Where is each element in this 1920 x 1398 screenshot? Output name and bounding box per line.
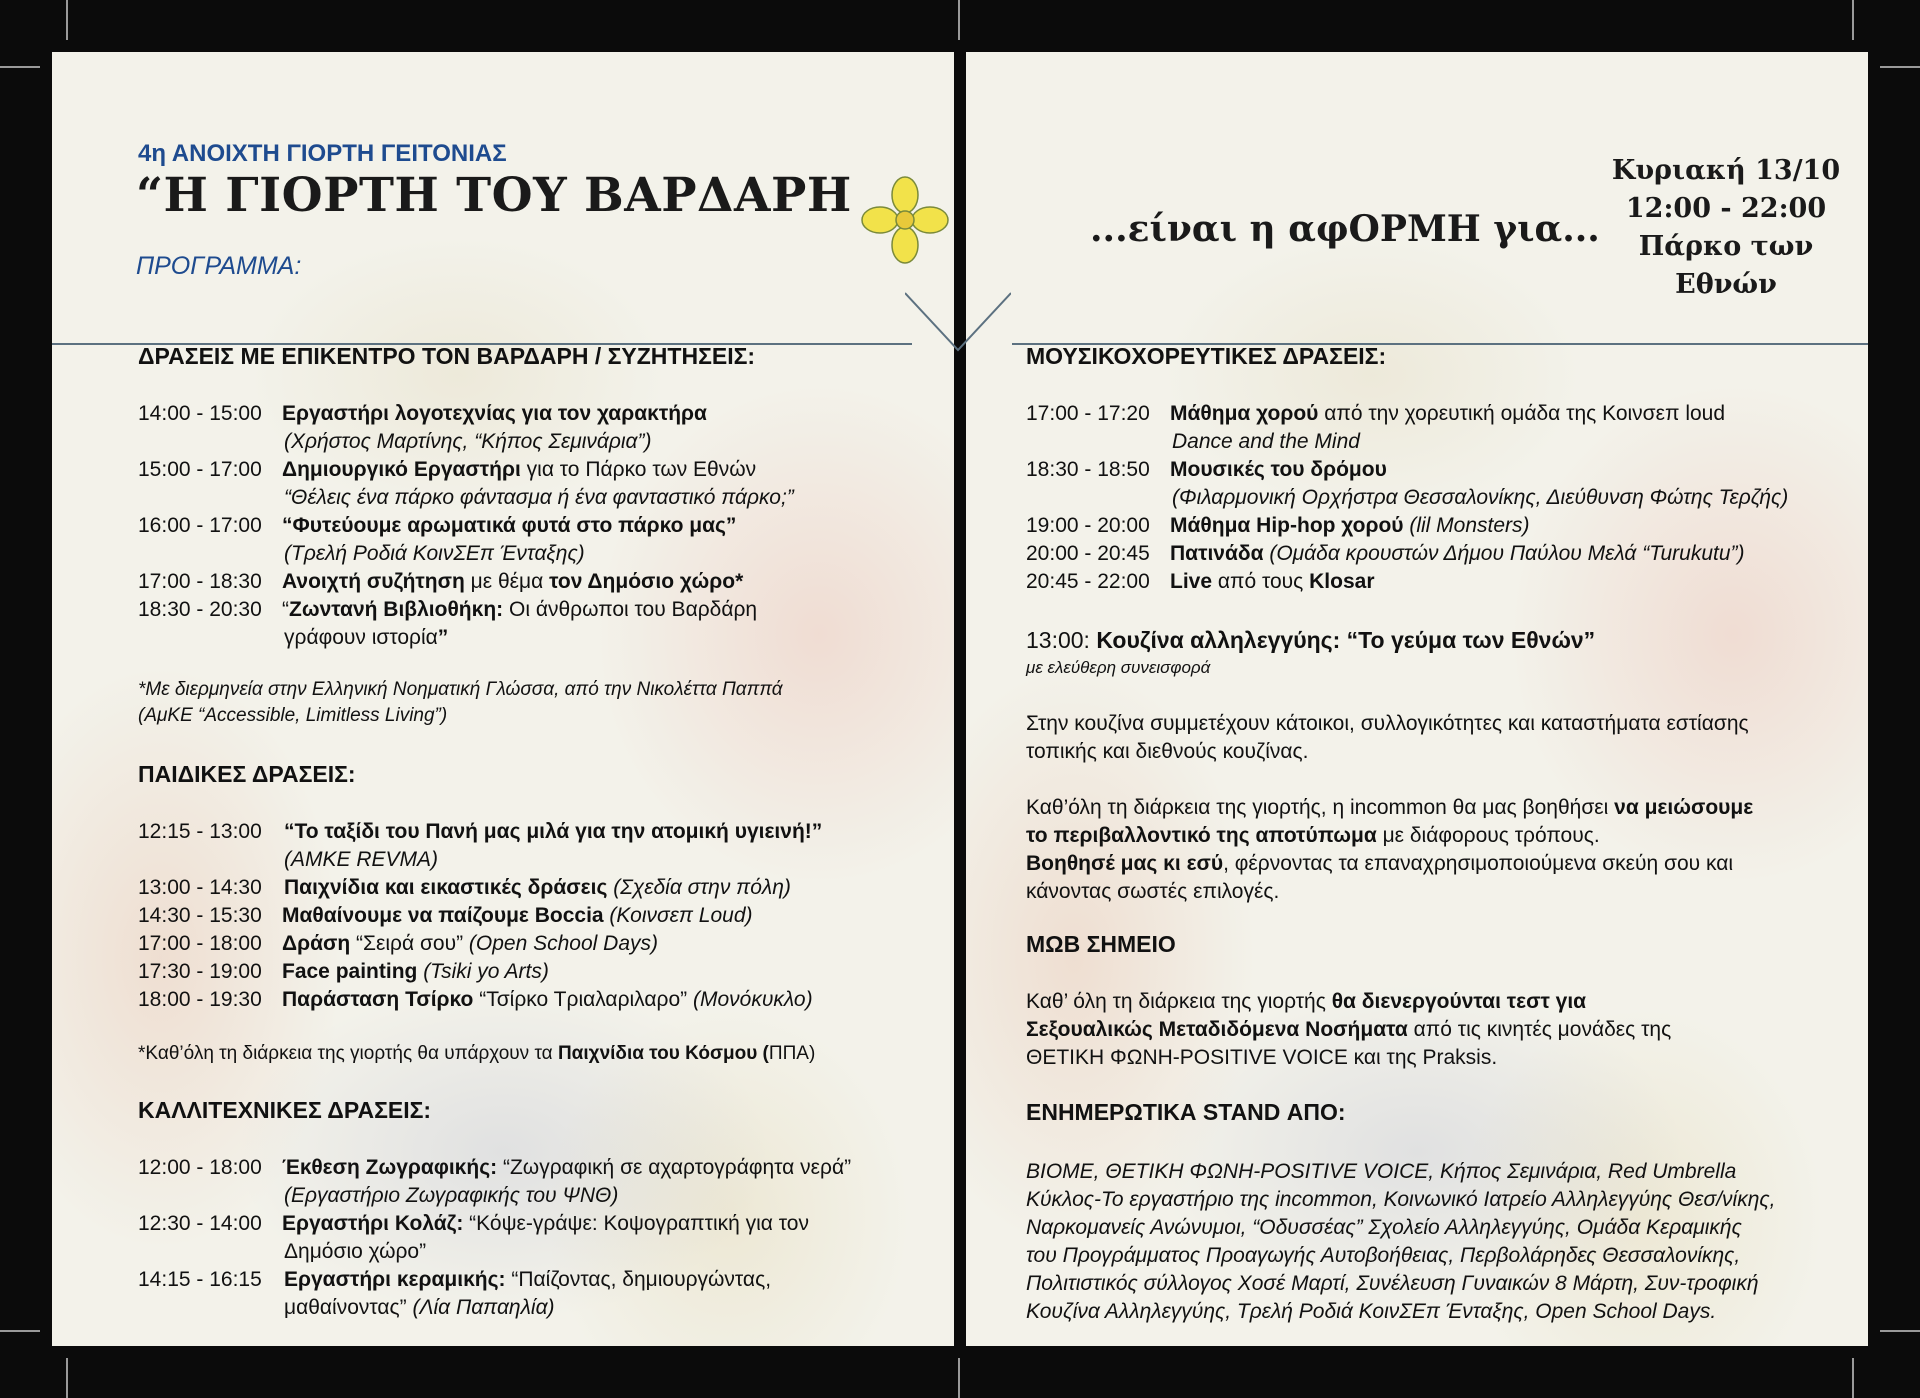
activity-detail: “Κόψε-γράψε: Κοψογραπτική για τον xyxy=(463,1212,809,1235)
schedule-row xyxy=(138,512,736,540)
activity-title: Ζωντανή Βιβλιοθήκη: xyxy=(289,598,504,621)
schedule-row xyxy=(138,1154,851,1182)
section-heading-stands: ΕΝΗΜΕΡΩΤΙΚΑ STAND ΑΠΟ: xyxy=(1026,1099,1346,1125)
activity-organizer: (Μονόκυκλο) xyxy=(687,988,813,1011)
kitchen-title xyxy=(1026,626,1595,654)
activity-detail: από τους xyxy=(1212,570,1310,593)
program-label: ΠΡΟΓΡΑΜΜΑ: xyxy=(136,252,302,280)
activity-title: Εργαστήρι λογοτεχνίας για τον χαρακτήρα xyxy=(282,402,707,425)
schedule-row xyxy=(138,986,813,1014)
festival-label: 4η ΑΝΟΙΧΤΗ ΓΙΟΡΤΗ ΓΕΙΤΟΝΙΑΣ xyxy=(138,140,507,167)
activity-title: Παιχνίδια και εικαστικές δράσεις xyxy=(284,876,608,899)
activity-organizer: (Τρελή Ροδιά ΚοινΣΕπ Ένταξης) xyxy=(284,542,585,565)
schedule-row xyxy=(138,1266,771,1294)
kitchen-name: Κουζίνα αλληλεγγύης: “Το γεύμα των Εθνών” xyxy=(1089,627,1596,653)
schedule-row xyxy=(1026,400,1725,428)
activity-topic: τον Δημόσιο χώρο* xyxy=(549,570,744,593)
kitchen-paragraph: Στην κουζίνα συμμετέχουν κάτοικοι, συλλογικότητες και καταστήματα εστίασης xyxy=(1026,712,1749,735)
time: 19:00 - 20:00 xyxy=(1026,514,1150,537)
interpretation-note-org: (ΑμΚΕ “Accessible, Limitless Living”) xyxy=(138,705,448,726)
time: 17:00 - 18:00 xyxy=(138,932,262,955)
stands-line: BIOME, ΘΕΤΙΚΗ ΦΩΝΗ-POSITIVE VOICE, Κήπος Σεμινάρια, Red Umbrella xyxy=(1026,1160,1737,1183)
activity-organizer: (Σχεδία στην πόλη) xyxy=(607,876,791,899)
time: 14:30 - 15:30 xyxy=(138,904,262,927)
activity-title: Δράση xyxy=(282,932,351,955)
section-heading-arts: ΚΑΛΛΙΤΕΧΝΙΚΕΣ ΔΡΑΣΕΙΣ: xyxy=(138,1097,432,1123)
band-name: Klosar xyxy=(1309,570,1375,593)
activity-title: Μουσικές του δρόμου xyxy=(1170,458,1387,481)
event-hours: 12:00 - 22:00 xyxy=(1625,193,1827,224)
right-page xyxy=(966,52,1868,1346)
purple-point-text: Καθ’ όλη τη διάρκεια της γιορτής θα διενεργούνται τεστ για xyxy=(1026,990,1587,1013)
activity-title: Παράσταση Τσίρκο xyxy=(282,988,474,1011)
stands-line: Πολιτιστικός σύλλογος Χοσέ Μαρτί, Συνέλευση Γυναικών 8 Μάρτη, Συν-τροφική xyxy=(1026,1272,1759,1295)
activity-organizer: (Χρήστος Μαρτίνης, “Κήπος Σεμινάρια”) xyxy=(284,430,652,453)
activity-title: Έκθεση Ζωγραφικής: xyxy=(282,1156,498,1179)
activity-title: Μάθημα Hip-hop χορού xyxy=(1170,514,1404,537)
activity-continuation: γράφουν ιστορία” xyxy=(284,626,449,649)
activity-subtitle: Dance and the Mind xyxy=(1172,430,1360,453)
section-heading-vardaris: ΔΡΑΣΕΙΣ ΜΕ ΕΠΙΚΕΝΤΡΟ ΤΟΝ ΒΑΡΔΑΡΗ / ΣΥΖΗΤΗΣΕΙΣ: xyxy=(138,343,756,369)
world-games-note: *Καθ’όλη τη διάρκεια της γιορτής θα υπάρχουν τα Παιχνίδια του Κόσμου (ΠΠΑ) xyxy=(138,1043,816,1064)
activity-title: Μαθαίνουμε να παίζουμε Boccia xyxy=(282,904,604,927)
time: 15:00 - 17:00 xyxy=(138,458,262,481)
crop-mark xyxy=(0,66,40,68)
activity-organizer: (Tsiki yo Arts) xyxy=(417,960,549,983)
time: 17:00 - 17:20 xyxy=(1026,402,1150,425)
schedule-row xyxy=(138,818,822,846)
schedule-row xyxy=(138,596,757,624)
activity-title: Face painting xyxy=(282,960,418,983)
schedule-row xyxy=(138,568,743,596)
activity-organizer: (ΑΜΚΕ REVMA) xyxy=(284,848,439,871)
time: 20:00 - 20:45 xyxy=(1026,542,1150,565)
time: 17:30 - 19:00 xyxy=(138,960,262,983)
activity-title: Δημιουργικό Εργαστήρι xyxy=(282,458,521,481)
incommon-paragraph: το περιβαλλοντικό της αποτύπωμα με διάφορους τρόπους. xyxy=(1026,824,1600,847)
schedule-row xyxy=(138,958,549,986)
activity-continuation: μαθαίνοντας” (Λία Παπαηλία) xyxy=(284,1296,555,1319)
activity-organizer: (lil Monsters) xyxy=(1403,514,1530,537)
activity-title: Ανοιχτή συζήτηση xyxy=(282,570,465,593)
schedule-row xyxy=(138,874,791,902)
time: 12:15 - 13:00 xyxy=(138,820,262,843)
kitchen-paragraph: τοπικής και διεθνούς κουζίνας. xyxy=(1026,740,1309,763)
time: 14:15 - 16:15 xyxy=(138,1268,262,1291)
schedule-row xyxy=(138,400,707,428)
schedule-row xyxy=(138,456,756,484)
purple-point-text: Σεξουαλικώς Μεταδιδόμενα Νοσήματα από τις κινητές μονάδες της xyxy=(1026,1018,1672,1041)
stands-line: Κύκλος-Το εργαστήριο της incommon, Κοινωνικό Ιατρείο Αλληλεγγύης Θεσ/νίκης, xyxy=(1026,1188,1776,1211)
activity-detail: με θέμα xyxy=(464,570,550,593)
stands-line: του Προγράμματος Προαγωγής Αυτοβοήθειας, Περβολάρηδες Θεσσαλονίκης, xyxy=(1026,1244,1741,1267)
activity-detail: “Σειρά σου” xyxy=(350,932,464,955)
crop-mark xyxy=(1880,1330,1920,1332)
festival-title: “Η ΓΙΟΡΤΗ ΤΟΥ ΒΑΡΔΑΡΗ xyxy=(136,168,852,223)
quote-mark: “ xyxy=(282,598,289,621)
schedule-row xyxy=(138,1210,809,1238)
time: 18:30 - 20:30 xyxy=(138,598,262,621)
activity-organizer: (Ομάδα κρουστών Δήμου Παύλου Μελά “Turukutu”) xyxy=(1263,542,1745,565)
activity-title: “Φυτεύουμε αρωματικά φυτά στο πάρκο μας” xyxy=(282,514,737,537)
activity-detail: “Παίζοντας, δημιουργώντας, xyxy=(505,1268,772,1291)
schedule-row xyxy=(138,930,658,958)
time: 14:00 - 15:00 xyxy=(138,402,262,425)
section-heading-music: ΜΟΥΣΙΚΟΧΟΡΕΥΤΙΚΕΣ ΔΡΑΣΕΙΣ: xyxy=(1026,343,1387,369)
time: 20:45 - 22:00 xyxy=(1026,570,1150,593)
incommon-paragraph: Καθ’όλη τη διάρκεια της γιορτής, η incommon θα μας βοηθήσει να μειώσουμε xyxy=(1026,796,1754,819)
activity-title: Μάθημα χορού xyxy=(1170,402,1319,425)
section-heading-purple-point: ΜΩΒ ΣΗΜΕΙΟ xyxy=(1026,931,1176,957)
left-page xyxy=(52,52,954,1346)
activity-detail: “Τσίρκο Τριαλαριλαρο” xyxy=(473,988,688,1011)
activity-organizer: (Open School Days) xyxy=(463,932,658,955)
flower-icon xyxy=(860,175,950,265)
activity-title: Live xyxy=(1170,570,1213,593)
activity-title: “Το ταξίδι του Πανή μας μιλά για την ατομική υγιεινή!” xyxy=(284,820,823,843)
schedule-row xyxy=(1026,456,1387,484)
activity-title: Εργαστήρι κεραμικής: xyxy=(284,1268,506,1291)
time: 12:00 - 18:00 xyxy=(138,1156,262,1179)
purple-point-text: ΘΕΤΙΚΗ ΦΩΝΗ-POSITIVE VOICE και της Praksis. xyxy=(1026,1046,1498,1069)
crop-mark xyxy=(1852,0,1854,40)
incommon-paragraph: Βοηθησέ μας κι εσύ, φέρνοντας τα επαναχρησιμοποιούμενα σκεύη σου και xyxy=(1026,852,1734,875)
time: 12:30 - 14:00 xyxy=(138,1212,262,1235)
incommon-paragraph: κάνοντας σωστές επιλογές. xyxy=(1026,880,1280,903)
section-heading-kids: ΠΑΙΔΙΚΕΣ ΔΡΑΣΕΙΣ: xyxy=(138,761,356,787)
time: 17:00 - 18:30 xyxy=(138,570,262,593)
crop-mark xyxy=(958,0,960,40)
kitchen-time: 13:00: xyxy=(1026,627,1090,653)
activity-organizer: (Κοινσεπ Loud) xyxy=(603,904,753,927)
activity-continuation: Δημόσιο χώρο” xyxy=(284,1240,427,1263)
schedule-row xyxy=(1026,540,1745,568)
activity-detail: Οι άνθρωποι του Βαρδάρη xyxy=(503,598,758,621)
activity-organizer: (Φιλαρμονική Ορχήστρα Θεσσαλονίκης, Διεύθυνση Φώτης Τερζής) xyxy=(1172,486,1789,509)
crop-mark xyxy=(958,1358,960,1398)
event-venue: Πάρκο των Εθνών xyxy=(1638,231,1814,300)
crop-mark xyxy=(66,1358,68,1398)
divider-notch xyxy=(905,288,1011,358)
crop-mark xyxy=(66,0,68,40)
time: 18:00 - 19:30 xyxy=(138,988,262,1011)
activity-title: Πατινάδα xyxy=(1170,542,1264,565)
activity-subtitle: “Θέλεις ένα πάρκο φάντασμα ή ένα φανταστικό πάρκο;” xyxy=(284,486,794,509)
stands-line: Κουζίνα Αλληλεγγύης, Τρελή Ροδιά ΚοινΣΕπ Ένταξης, Open School Days. xyxy=(1026,1300,1717,1323)
time: 16:00 - 17:00 xyxy=(138,514,262,537)
activity-title: Εργαστήρι Κολάζ: xyxy=(282,1212,464,1235)
interpretation-note: *Με διερμηνεία στην Ελληνική Νοηματική Γλώσσα, από την Νικολέττα Παππά xyxy=(138,679,783,700)
activity-organizer: (Εργαστήριο Ζωγραφικής του ΨΝΘ) xyxy=(284,1184,619,1207)
stands-line: Ναρκομανείς Ανώνυμοι, “Οδυσσέας” Σχολείο Αλληλεγγύης, Ομάδα Κεραμικής xyxy=(1026,1216,1742,1239)
kitchen-note: με ελεύθερη συνεισφορά xyxy=(1026,658,1211,677)
event-date-block xyxy=(1596,152,1856,304)
crop-mark xyxy=(1852,1358,1854,1398)
event-date: Κυριακή 13/10 xyxy=(1611,155,1841,186)
schedule-row xyxy=(1026,512,1530,540)
activity-detail: από την χορευτική ομάδα της Κοινσεπ loud xyxy=(1318,402,1726,425)
schedule-row xyxy=(1026,568,1375,596)
activity-detail: “Ζωγραφική σε αχαρτογράφητα νερά” xyxy=(497,1156,852,1179)
activity-detail: για το Πάρκο των Εθνών xyxy=(520,458,757,481)
time: 18:30 - 18:50 xyxy=(1026,458,1150,481)
schedule-row xyxy=(138,902,753,930)
tagline: ...είναι η αφΟΡΜΗ για... xyxy=(1090,208,1600,250)
time: 13:00 - 14:30 xyxy=(138,876,262,899)
crop-mark xyxy=(0,1330,40,1332)
crop-mark xyxy=(1880,66,1920,68)
